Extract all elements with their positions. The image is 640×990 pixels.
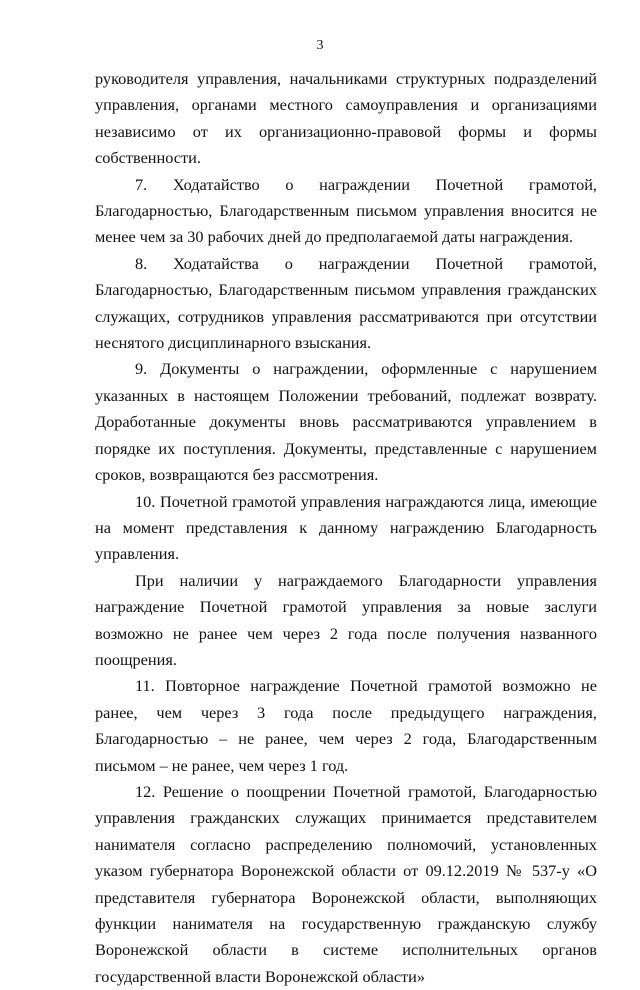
paragraph-12: 12. Решение о поощрении Почетной грамотой, Благодарностью управления гражданских служащих принимается представителем нанимателя согласно распределению полномочий, установленных указом губернатора Воронежской области от 09.12.2019 № 537-у «О представителя губернатора Воронежской области, выполняющих функции нанимателя на государственную гражданскую службу Воронежской области в системе исполнительных органов государственной власти Воронежской области» — [95, 781, 597, 986]
document-body — [95, 66, 597, 990]
paragraph-11: 11. Повторное награждение Почетной грамотой возможно не ранее, чем через 3 года после предыдущего награждения, Благодарностью – не ранее, чем через 2 года, Благодарственным письмом – не ранее, чем через 1 год. — [95, 676, 597, 775]
paragraph-10: 10. Почетной грамотой управления награждаются лица, имеющие на момент представления к данному награждению Благодарность управления. — [95, 491, 597, 564]
paragraph-9: 9. Документы о награждении, оформленные с нарушением указанных в настоящем Положении требований, подлежат возврату. Доработанные документы вновь рассматриваются управлением в порядке их поступления. Документы, представленные с нарушением сроков, возвращаются без рассмотрения. — [95, 359, 597, 485]
paragraph-10-continued: При наличии у награждаемого Благодарности управления награждение Почетной грамотой управления за новые заслуги возможно не ранее чем через 2 года после получения названного поощрения. — [95, 570, 597, 669]
paragraph-continuation: руководителя управления, начальниками структурных подразделений управления, органами местного самоуправления и организациями независимо от их организационно-правовой формы и формы собственности. — [95, 69, 597, 168]
paragraph-7: 7. Ходатайство о награждении Почетной грамотой, Благодарностью, Благодарственным письмом управления вносится не менее чем за 30 рабочих дней до предполагаемой даты награждения. — [95, 174, 597, 247]
page-number: 3 — [316, 38, 324, 53]
paragraph-8: 8. Ходатайства о награждении Почетной грамотой, Благодарностью, Благодарственным письмом управления гражданских служащих, сотрудников управления рассматриваются при отсутствии неснятого дисциплинарного взыскания. — [95, 253, 597, 353]
